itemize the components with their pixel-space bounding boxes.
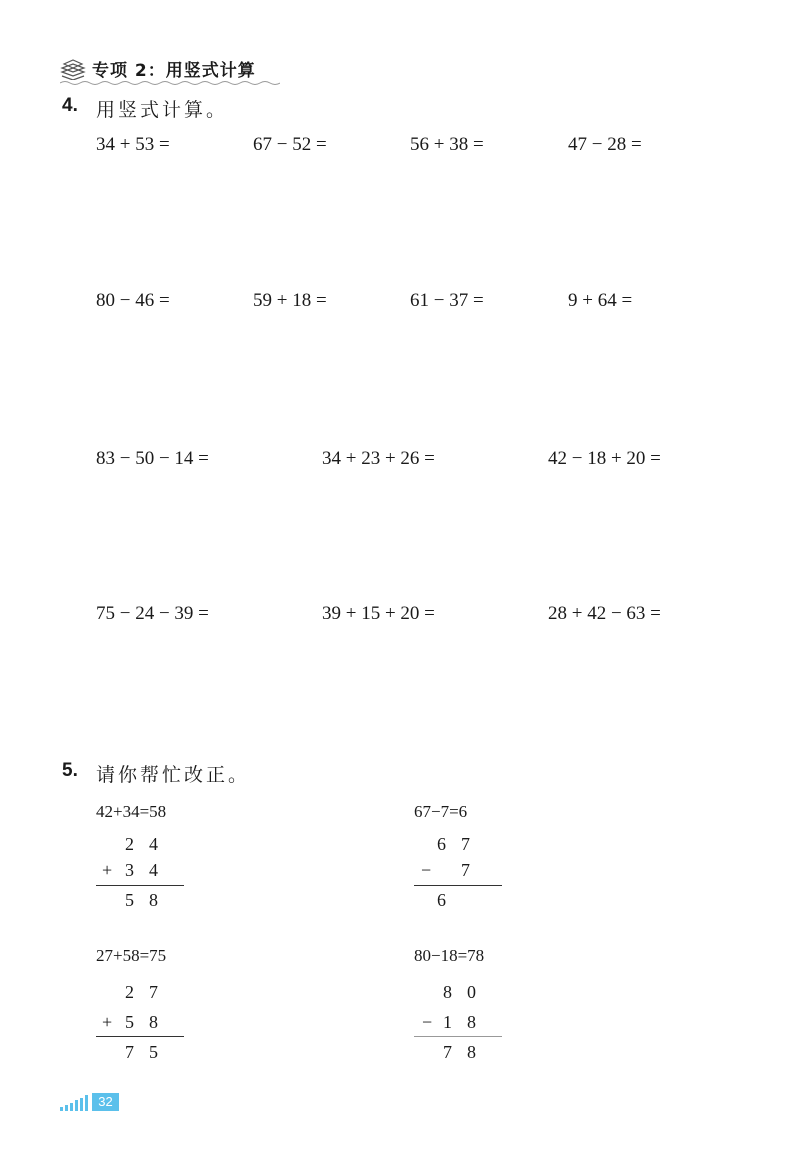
section-title: 专项 2：用竖式计算 — [92, 61, 256, 81]
exercise: 47 − 28 = — [568, 134, 642, 155]
digit: 8 — [467, 1042, 476, 1062]
exercise: 75 − 24 − 39 = — [96, 603, 209, 624]
exercise: 83 − 50 − 14 = — [96, 448, 209, 469]
wrong-equation: 42+34=58 — [96, 802, 167, 821]
digit: 4 — [149, 834, 158, 854]
exercise: 34 + 53 = — [96, 134, 170, 155]
digit: 8 — [149, 1012, 158, 1032]
exercise: 39 + 15 + 20 = — [322, 603, 435, 624]
question-number: 5. — [62, 760, 78, 781]
question-number: 4. — [62, 95, 78, 116]
exercise: 67 − 52 = — [253, 134, 327, 155]
digit: 5 — [149, 1042, 158, 1062]
digit: 6 — [437, 834, 446, 854]
digit: 6 — [437, 890, 446, 910]
exercise: 61 − 37 = — [410, 290, 484, 311]
exercise: 9 + 64 = — [568, 290, 633, 311]
digit: 7 — [149, 982, 158, 1002]
digit: 5 — [125, 1012, 134, 1032]
exercise: 80 − 46 = — [96, 290, 170, 311]
exercise: 59 + 18 = — [253, 290, 327, 311]
exercise: 34 + 23 + 26 = — [322, 448, 435, 469]
sum-line — [96, 885, 184, 886]
digit: 7 — [461, 834, 470, 854]
difference-line — [414, 885, 502, 886]
exercise: 28 + 42 − 63 = — [548, 603, 661, 624]
operator: + — [102, 1012, 113, 1032]
digit: 7 — [125, 1042, 134, 1062]
digit: 5 — [125, 890, 134, 910]
digit: 0 — [467, 982, 476, 1002]
exercise: 56 + 38 = — [410, 134, 484, 155]
digit: 1 — [443, 1012, 452, 1032]
digit: 8 — [149, 890, 158, 910]
difference-line — [414, 1036, 502, 1037]
digit: 2 — [125, 834, 134, 854]
operator: + — [102, 860, 113, 880]
digit: 7 — [461, 860, 470, 880]
digit: 4 — [149, 860, 158, 880]
digit: 7 — [443, 1042, 452, 1062]
wavy-underline — [60, 80, 280, 86]
operator: − — [422, 1012, 433, 1032]
digit: 3 — [125, 860, 134, 880]
sum-line — [96, 1036, 184, 1037]
wrong-equation: 80−18=78 — [414, 946, 485, 965]
operator: − — [421, 860, 432, 880]
wrong-equation: 27+58=75 — [96, 946, 167, 965]
digit: 2 — [125, 982, 134, 1002]
page-number: 32 — [92, 1093, 119, 1111]
books-icon — [60, 58, 86, 80]
question-prompt: 请你帮忙改正。 — [96, 764, 251, 786]
digit: 8 — [467, 1012, 476, 1032]
wrong-equation: 67−7=6 — [414, 802, 468, 821]
bar-steps-icon — [60, 1093, 92, 1111]
question-prompt: 用竖式计算。 — [96, 99, 229, 121]
digit: 8 — [443, 982, 452, 1002]
exercise: 42 − 18 + 20 = — [548, 448, 661, 469]
